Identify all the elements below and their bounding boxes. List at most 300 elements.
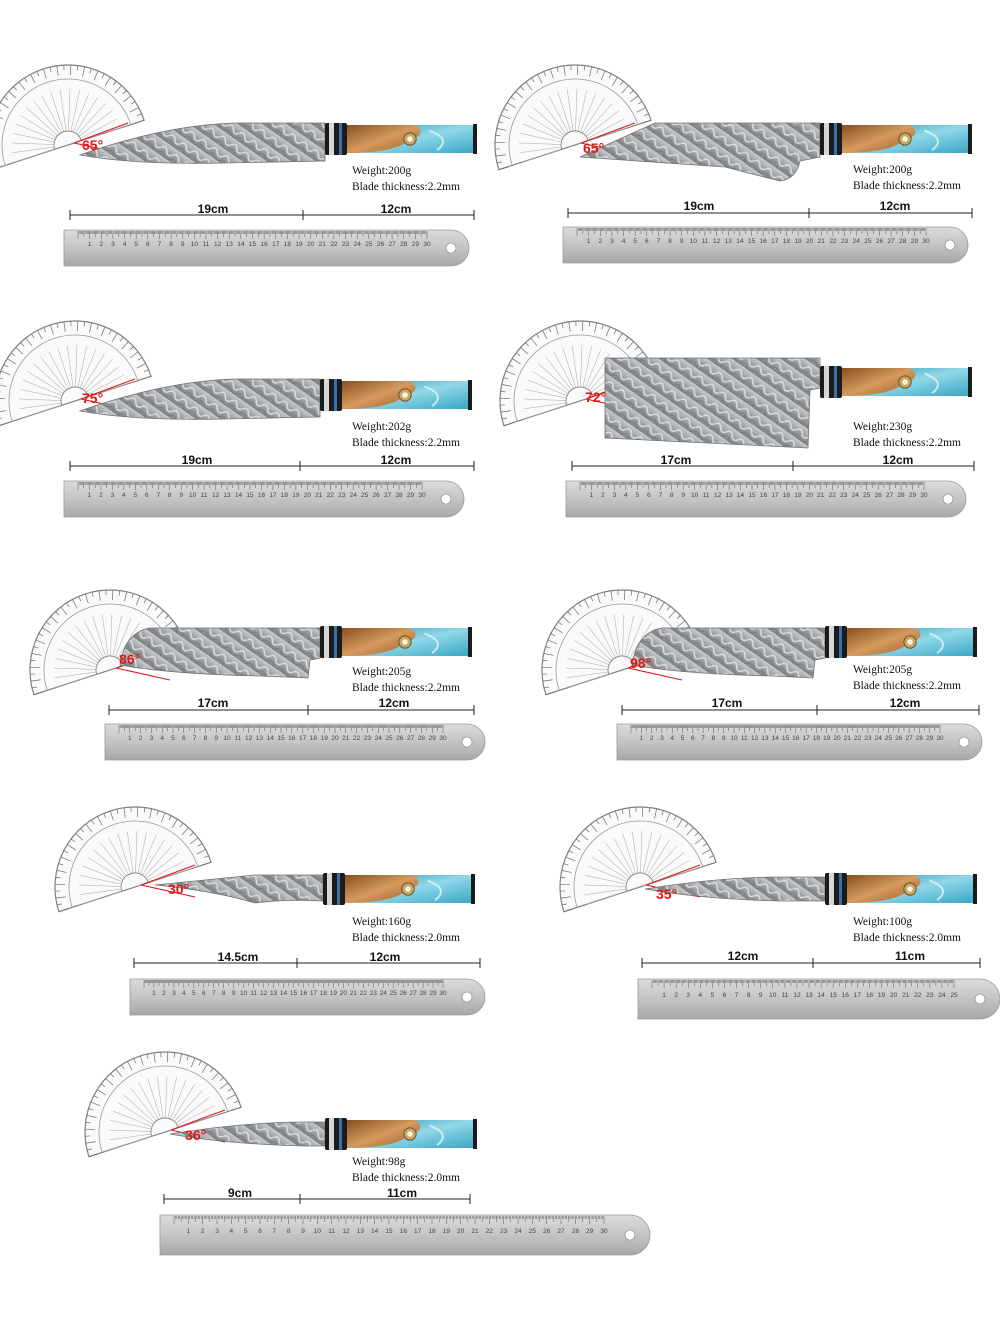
svg-text:27: 27 (383, 492, 392, 500)
svg-text:18: 18 (782, 238, 791, 246)
svg-text:30: 30 (418, 492, 426, 500)
svg-text:21: 21 (318, 241, 326, 249)
dimension-line (109, 705, 474, 715)
svg-text:14: 14 (736, 238, 744, 246)
svg-text:24: 24 (374, 735, 382, 743)
handle-length-label: 12cm (882, 453, 914, 467)
svg-text:11: 11 (701, 238, 709, 246)
weight-text: Weight:205g (853, 664, 913, 676)
svg-text:29: 29 (910, 238, 918, 246)
svg-text:30: 30 (920, 492, 928, 500)
svg-text:17: 17 (309, 990, 318, 998)
ruler (64, 481, 464, 517)
spec-text (853, 419, 961, 451)
svg-text:8: 8 (668, 238, 672, 246)
svg-text:4: 4 (229, 1228, 234, 1235)
svg-text:16: 16 (260, 241, 268, 249)
svg-text:12: 12 (342, 1228, 350, 1235)
svg-text:21: 21 (349, 990, 357, 998)
angle-label: 36° (185, 1127, 207, 1143)
svg-text:12: 12 (213, 241, 222, 249)
svg-text:24: 24 (349, 492, 357, 500)
svg-text:4: 4 (122, 492, 126, 500)
svg-text:20: 20 (331, 735, 339, 743)
weight-text: Weight:202g (352, 421, 412, 433)
angle-label: 30° (168, 881, 190, 897)
svg-text:7: 7 (157, 241, 162, 249)
svg-text:2: 2 (601, 492, 605, 500)
svg-text:19: 19 (442, 1228, 450, 1235)
svg-text:2: 2 (674, 992, 678, 999)
svg-text:29: 29 (428, 735, 436, 743)
svg-text:9: 9 (214, 735, 219, 743)
svg-text:18: 18 (319, 990, 328, 998)
svg-text:6: 6 (144, 492, 149, 500)
svg-text:8: 8 (203, 735, 208, 743)
svg-text:12: 12 (713, 492, 722, 500)
svg-text:7: 7 (658, 492, 663, 500)
svg-text:25: 25 (385, 735, 393, 743)
ruler (563, 227, 968, 263)
svg-text:14: 14 (817, 992, 825, 999)
svg-text:21: 21 (843, 735, 851, 743)
svg-text:17: 17 (298, 735, 307, 743)
svg-text:1: 1 (662, 992, 666, 999)
svg-text:25: 25 (361, 492, 369, 500)
weight-text: Weight:100g (853, 916, 913, 928)
svg-text:29: 29 (586, 1228, 594, 1235)
svg-text:15: 15 (747, 238, 756, 246)
svg-text:17: 17 (771, 492, 779, 500)
weight-text: Weight:160g (352, 916, 412, 928)
svg-text:13: 13 (223, 492, 231, 500)
svg-text:11: 11 (202, 241, 210, 249)
svg-text:7: 7 (156, 492, 161, 500)
spec-text (352, 419, 460, 451)
svg-text:28: 28 (395, 492, 403, 500)
svg-text:25: 25 (365, 241, 373, 249)
svg-text:9: 9 (681, 492, 686, 500)
svg-text:5: 5 (134, 241, 138, 249)
svg-text:9: 9 (301, 1228, 305, 1235)
knife-panel-utility (500, 795, 1000, 1025)
svg-text:7: 7 (211, 990, 216, 998)
svg-text:2: 2 (649, 735, 654, 743)
svg-text:15: 15 (248, 241, 257, 249)
svg-text:7: 7 (192, 735, 197, 743)
ruler (566, 481, 966, 517)
knife-panel-chef-1 (0, 60, 500, 270)
svg-text:26: 26 (895, 735, 903, 743)
svg-text:4: 4 (160, 735, 165, 743)
svg-text:10: 10 (223, 735, 231, 743)
ruler (64, 230, 469, 266)
svg-text:20: 20 (307, 241, 315, 249)
handle-length-label: 12cm (380, 453, 412, 467)
blade-length-label: 9cm (227, 1186, 253, 1200)
svg-text:27: 27 (406, 735, 415, 743)
svg-text:27: 27 (557, 1228, 565, 1235)
svg-text:21: 21 (902, 992, 910, 999)
svg-text:30: 30 (439, 735, 447, 743)
svg-text:3: 3 (660, 735, 664, 743)
svg-text:30: 30 (423, 241, 431, 249)
svg-text:1: 1 (87, 241, 92, 249)
svg-text:29: 29 (926, 735, 934, 743)
svg-text:11: 11 (702, 492, 710, 500)
svg-text:23: 23 (338, 492, 346, 500)
svg-text:3: 3 (111, 241, 115, 249)
angle-label: 65° (82, 137, 104, 153)
svg-text:20: 20 (806, 238, 814, 246)
svg-text:15: 15 (385, 1228, 393, 1235)
svg-text:10: 10 (240, 990, 248, 998)
svg-text:1: 1 (639, 735, 644, 743)
svg-text:16: 16 (841, 992, 849, 999)
svg-text:12: 12 (712, 238, 721, 246)
svg-text:10: 10 (769, 992, 777, 999)
knife-handle (320, 626, 472, 658)
svg-text:19: 19 (329, 990, 337, 998)
thickness-text: Blade thickness:2.2mm (352, 682, 460, 694)
svg-text:22: 22 (828, 492, 836, 500)
svg-text:5: 5 (133, 492, 138, 500)
svg-text:20: 20 (303, 492, 311, 500)
svg-text:1: 1 (586, 238, 591, 246)
knife-illustration (0, 1040, 660, 1270)
svg-text:18: 18 (280, 492, 289, 500)
svg-text:23: 23 (341, 241, 350, 249)
dimension-line (568, 208, 972, 218)
svg-text:23: 23 (840, 492, 848, 500)
knife-illustration (500, 795, 1000, 1025)
svg-text:24: 24 (938, 992, 946, 999)
svg-text:25: 25 (950, 992, 958, 999)
svg-text:20: 20 (805, 492, 813, 500)
svg-text:2: 2 (200, 1228, 205, 1235)
svg-text:15: 15 (829, 992, 837, 999)
svg-text:23: 23 (864, 735, 872, 743)
svg-text:14: 14 (237, 241, 245, 249)
svg-text:2: 2 (162, 990, 166, 998)
svg-text:21: 21 (315, 492, 323, 500)
svg-text:18: 18 (309, 735, 318, 743)
handle-length-label: 12cm (879, 199, 911, 213)
svg-text:22: 22 (485, 1228, 493, 1235)
svg-text:22: 22 (352, 735, 361, 743)
knife-handle (323, 873, 475, 905)
knife-blade (120, 628, 320, 678)
svg-text:10: 10 (190, 241, 198, 249)
svg-text:11: 11 (328, 1228, 336, 1235)
svg-text:13: 13 (255, 735, 264, 743)
knife-blade (632, 628, 825, 678)
svg-text:8: 8 (169, 241, 173, 249)
svg-text:20: 20 (889, 992, 898, 999)
svg-text:18: 18 (865, 992, 874, 999)
svg-text:5: 5 (633, 238, 637, 246)
thickness-text: Blade thickness:2.2mm (853, 180, 961, 192)
svg-text:4: 4 (122, 241, 127, 249)
knife-panel-paring (0, 1040, 660, 1270)
svg-text:30: 30 (600, 1228, 608, 1235)
svg-text:11: 11 (200, 492, 208, 500)
svg-text:27: 27 (409, 990, 417, 998)
dimension-line (70, 210, 474, 220)
svg-text:12: 12 (244, 735, 253, 743)
weight-text: Weight:205g (352, 666, 412, 678)
svg-text:26: 26 (543, 1228, 551, 1235)
svg-text:14: 14 (266, 735, 274, 743)
thickness-text: Blade thickness:2.2mm (853, 437, 961, 449)
svg-text:26: 26 (399, 990, 407, 998)
svg-text:3: 3 (149, 735, 154, 743)
svg-text:22: 22 (359, 990, 367, 998)
thickness-text: Blade thickness:2.0mm (352, 1172, 460, 1184)
svg-text:6: 6 (644, 238, 649, 246)
svg-text:14: 14 (371, 1228, 379, 1235)
svg-text:23: 23 (500, 1228, 508, 1235)
svg-text:28: 28 (915, 735, 924, 743)
svg-text:11: 11 (234, 735, 242, 743)
svg-text:19: 19 (794, 492, 802, 500)
svg-text:22: 22 (326, 492, 334, 500)
ruler (105, 724, 485, 760)
svg-text:28: 28 (419, 990, 427, 998)
svg-text:25: 25 (528, 1228, 536, 1235)
svg-text:4: 4 (624, 492, 628, 500)
knife-panel-santoku-1 (0, 578, 500, 788)
svg-text:1: 1 (186, 1228, 191, 1235)
svg-text:11: 11 (781, 992, 789, 999)
svg-text:24: 24 (874, 735, 882, 743)
spec-text (352, 163, 460, 195)
svg-text:2: 2 (99, 492, 103, 500)
svg-text:6: 6 (258, 1228, 262, 1235)
svg-text:12: 12 (259, 990, 268, 998)
knife-handle (325, 1118, 477, 1150)
svg-text:20: 20 (339, 990, 347, 998)
svg-text:23: 23 (840, 238, 849, 246)
svg-text:6: 6 (145, 241, 150, 249)
svg-text:7: 7 (656, 238, 661, 246)
svg-text:10: 10 (691, 492, 699, 500)
svg-text:10: 10 (313, 1228, 321, 1235)
svg-text:3: 3 (215, 1228, 219, 1235)
svg-text:18: 18 (283, 241, 292, 249)
svg-text:9: 9 (721, 735, 726, 743)
svg-text:7: 7 (272, 1228, 277, 1235)
svg-text:25: 25 (884, 735, 893, 743)
svg-text:22: 22 (330, 241, 338, 249)
weight-text: Weight:98g (352, 1156, 406, 1168)
thickness-text: Blade thickness:2.0mm (853, 932, 961, 944)
blade-length-label: 12cm (727, 949, 759, 963)
svg-text:3: 3 (172, 990, 176, 998)
svg-text:27: 27 (388, 241, 396, 249)
angle-label: 72° (585, 389, 607, 405)
svg-text:26: 26 (875, 238, 884, 246)
svg-text:12: 12 (793, 992, 801, 999)
angle-label: 75° (82, 390, 104, 406)
handle-length-label: 12cm (889, 696, 921, 710)
svg-text:10: 10 (730, 735, 738, 743)
svg-text:8: 8 (221, 990, 226, 998)
svg-text:1: 1 (589, 492, 594, 500)
thickness-text: Blade thickness:2.2mm (352, 181, 460, 193)
svg-text:16: 16 (288, 735, 296, 743)
knife-handle (825, 626, 977, 658)
blade-length-label: 17cm (197, 696, 229, 710)
spec-text (853, 162, 961, 194)
blade-length-label: 19cm (181, 453, 213, 467)
weight-text: Weight:200g (853, 164, 913, 176)
svg-text:12: 12 (211, 492, 220, 500)
svg-text:29: 29 (411, 241, 419, 249)
svg-text:19: 19 (320, 735, 328, 743)
spec-text (853, 914, 961, 946)
knife-panel-cleaver (500, 316, 1000, 526)
svg-text:26: 26 (396, 735, 404, 743)
svg-text:26: 26 (874, 492, 882, 500)
svg-text:4: 4 (698, 992, 703, 999)
svg-text:11: 11 (250, 990, 258, 998)
svg-text:21: 21 (817, 492, 825, 500)
svg-text:4: 4 (621, 238, 626, 246)
svg-text:21: 21 (342, 735, 350, 743)
svg-text:23: 23 (926, 992, 934, 999)
svg-text:25: 25 (389, 990, 397, 998)
spec-text (352, 1154, 460, 1186)
svg-text:14: 14 (736, 492, 745, 500)
svg-text:25: 25 (863, 492, 871, 500)
svg-text:20: 20 (833, 735, 841, 743)
svg-text:5: 5 (171, 735, 175, 743)
svg-text:5: 5 (680, 735, 685, 743)
angle-label: 65° (583, 140, 605, 156)
handle-length-label: 12cm (369, 950, 401, 964)
blade-length-label: 14.5cm (217, 950, 259, 964)
svg-text:15: 15 (246, 492, 254, 500)
svg-text:30: 30 (439, 990, 447, 998)
svg-text:17: 17 (853, 992, 861, 999)
dimension-line (642, 958, 980, 968)
knife-blade (605, 358, 820, 448)
svg-text:23: 23 (369, 990, 377, 998)
svg-text:15: 15 (289, 990, 298, 998)
ruler (130, 979, 485, 1015)
svg-text:28: 28 (417, 735, 426, 743)
spec-text (352, 914, 460, 946)
svg-text:8: 8 (167, 492, 172, 500)
svg-text:1: 1 (152, 990, 156, 998)
dimension-line (164, 1194, 470, 1204)
svg-text:8: 8 (669, 492, 674, 500)
svg-text:9: 9 (758, 992, 763, 999)
svg-text:22: 22 (914, 992, 922, 999)
svg-text:19: 19 (877, 992, 886, 999)
svg-text:5: 5 (243, 1228, 248, 1235)
knife-panel-bread (0, 316, 500, 526)
svg-text:19: 19 (794, 238, 802, 246)
svg-text:19: 19 (823, 735, 831, 743)
svg-text:7: 7 (734, 992, 739, 999)
svg-text:13: 13 (356, 1228, 364, 1235)
svg-text:6: 6 (690, 735, 695, 743)
svg-text:17: 17 (269, 492, 277, 500)
weight-text: Weight:200g (352, 165, 412, 177)
knife-handle (325, 123, 477, 155)
ruler (638, 979, 1000, 1019)
svg-text:2: 2 (99, 241, 104, 249)
svg-text:1: 1 (127, 735, 132, 743)
svg-text:17: 17 (771, 238, 779, 246)
blade-length-label: 19cm (683, 199, 715, 213)
svg-text:28: 28 (897, 492, 905, 500)
angle-label: 35° (656, 886, 678, 902)
svg-text:30: 30 (922, 238, 930, 246)
svg-text:15: 15 (781, 735, 790, 743)
svg-text:18: 18 (428, 1228, 436, 1235)
svg-text:3: 3 (686, 992, 691, 999)
svg-text:4: 4 (670, 735, 675, 743)
svg-text:16: 16 (399, 1228, 407, 1235)
svg-text:8: 8 (746, 992, 751, 999)
knife-handle (825, 873, 977, 905)
handle-length-label: 12cm (378, 696, 410, 710)
svg-text:13: 13 (269, 990, 278, 998)
dimension-line (70, 461, 474, 471)
knife-handle (820, 123, 972, 155)
handle-length-label: 11cm (386, 1186, 418, 1200)
thickness-text: Blade thickness:2.2mm (352, 437, 460, 449)
ruler (617, 724, 982, 760)
svg-text:12: 12 (750, 735, 759, 743)
blade-length-label: 19cm (197, 202, 229, 216)
svg-text:29: 29 (908, 492, 917, 500)
blade-length-label: 17cm (660, 453, 692, 467)
svg-text:23: 23 (363, 735, 372, 743)
svg-text:9: 9 (180, 241, 185, 249)
svg-text:24: 24 (379, 990, 387, 998)
svg-text:14: 14 (279, 990, 288, 998)
svg-text:1: 1 (87, 492, 92, 500)
svg-text:16: 16 (759, 238, 767, 246)
svg-text:15: 15 (748, 492, 756, 500)
knife-panel-santoku-2 (500, 578, 1000, 788)
svg-text:16: 16 (792, 735, 800, 743)
svg-text:14: 14 (771, 735, 779, 743)
svg-text:11: 11 (740, 735, 748, 743)
svg-text:28: 28 (400, 241, 408, 249)
svg-text:8: 8 (711, 735, 716, 743)
svg-text:25: 25 (864, 238, 872, 246)
svg-text:10: 10 (689, 238, 697, 246)
spec-text (352, 664, 460, 696)
svg-text:16: 16 (257, 492, 266, 500)
svg-text:13: 13 (724, 238, 732, 246)
svg-text:27: 27 (885, 492, 894, 500)
dimension-line (572, 461, 974, 471)
svg-text:5: 5 (635, 492, 640, 500)
svg-text:5: 5 (710, 992, 715, 999)
svg-text:27: 27 (905, 735, 913, 743)
svg-text:24: 24 (851, 492, 859, 500)
dimension-line (622, 705, 979, 715)
svg-text:6: 6 (201, 990, 206, 998)
svg-text:26: 26 (372, 492, 380, 500)
svg-text:13: 13 (725, 492, 733, 500)
